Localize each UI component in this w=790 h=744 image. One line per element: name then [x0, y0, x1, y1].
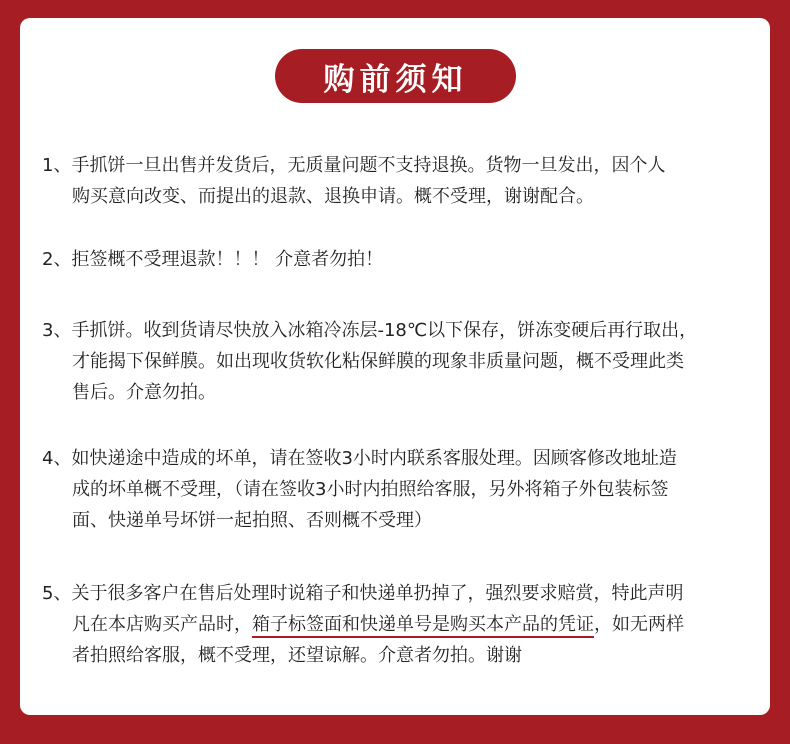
notice-item-4-line-1: 4、如快递途中造成的坏单，请在签收3小时内联系客服处理。因顾客修改地址造	[42, 448, 677, 469]
notice-item-4-line-2: 成的坏单概不受理，（请在签收3小时内拍照给客服，另外将箱子外包装标签	[72, 479, 669, 500]
notice-item-4-line-3: 面、快递单号坏饼一起拍照、否则概不受理）	[72, 510, 432, 531]
notice-item-4	[42, 443, 762, 536]
notice-item-5-line-2-prefix: 凡在本店购买产品时，	[72, 614, 252, 635]
notice-item-5-line-3: 者拍照给客服，概不受理，还望谅解。介意者勿拍。谢谢	[72, 645, 522, 666]
notice-item-3	[42, 315, 762, 408]
notice-item-5-line-2	[42, 609, 762, 640]
notice-item-2-line-1: 2、拒签概不受理退款！！！ 介意者勿拍！	[42, 249, 384, 270]
notice-card	[20, 18, 770, 715]
notice-item-3-line-2: 才能揭下保鲜膜。如出现收货软化粘保鲜膜的现象非质量问题，概不受理此类	[72, 351, 684, 372]
notice-item-5-highlight: 箱子标签面和快递单号是购买本产品的凭证	[252, 614, 594, 638]
notice-item-2	[42, 244, 762, 275]
notice-item-5-line-1: 5、关于很多客户在售后处理时说箱子和快递单扔掉了，强烈要求赔赏，特此声明	[42, 583, 684, 604]
notice-item-3-line-3: 售后。介意勿拍。	[72, 382, 216, 403]
notice-item-5	[42, 578, 762, 671]
notice-item-5-line-2-suffix: ，如无两样	[594, 614, 684, 635]
notice-item-1-line-1: 1、手抓饼一旦出售并发货后，无质量问题不支持退换。货物一旦发出，因个人	[42, 155, 666, 176]
notice-item-1-line-2: 购买意向改变、而提出的退款、退换申请。概不受理，谢谢配合。	[72, 186, 594, 207]
notice-title: 购前须知	[275, 49, 516, 103]
notice-item-3-line-1: 3、手抓饼。收到货请尽快放入冰箱冷冻层-18℃以下保存，饼冻变硬后再行取出，	[42, 320, 698, 341]
notice-item-1	[42, 150, 762, 212]
